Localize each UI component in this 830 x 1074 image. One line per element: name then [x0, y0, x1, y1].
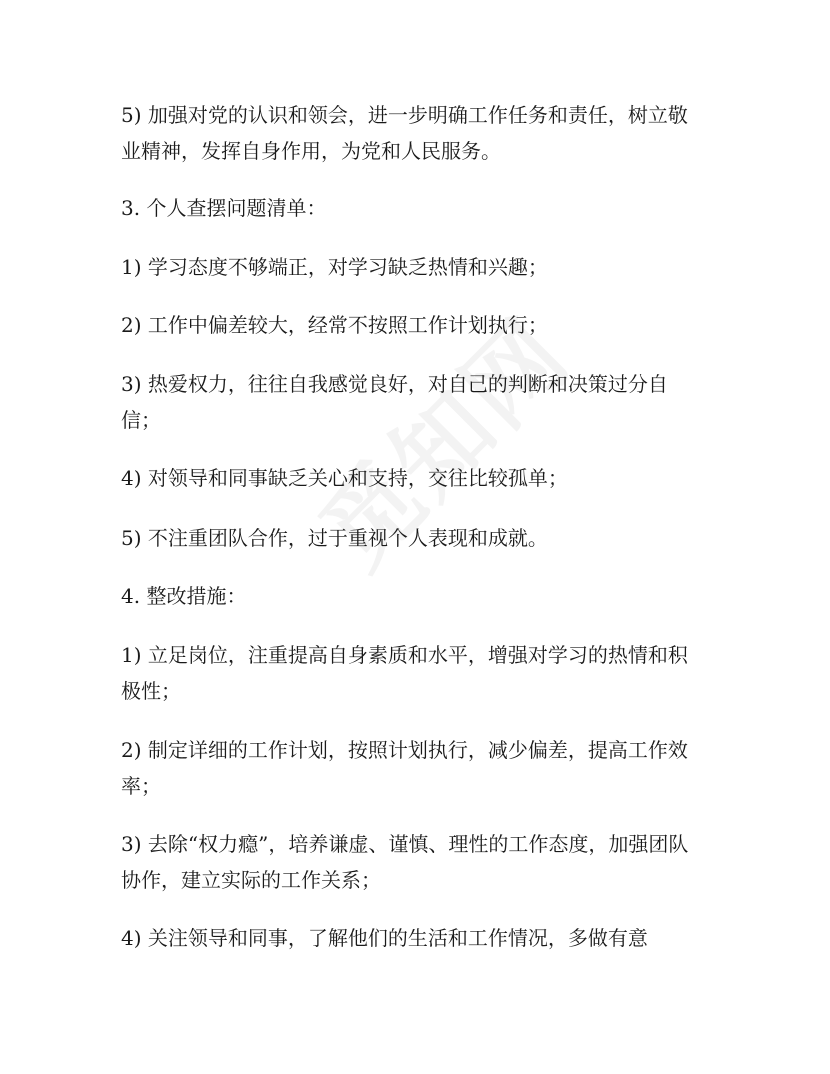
section-heading-rectification-measures: 4. 整改措施： — [121, 584, 247, 608]
problem-item-2: 2) 工作中偏差较大，经常不按照工作计划执行； — [121, 313, 548, 337]
problem-item-5: 5) 不注重团队合作，过于重视个人表现和成就。 — [121, 526, 548, 550]
paragraph-item-5-strengthen-party-understanding: 5) 加强对党的认识和领会，进一步明确工作任务和责任，树立敬业精神，发挥自身作用，为党和人民服务。 — [121, 103, 688, 163]
measure-item-3: 3) 去除“权力瘾”，培养谦虚、谨慎、理性的工作态度，加强团队协作，建立实际的工作关系； — [121, 832, 689, 892]
problem-item-4: 4) 对领导和同事缺乏关心和支持，交往比较孤单； — [121, 466, 568, 490]
measure-item-2: 2) 制定详细的工作计划，按照计划执行，减少偏差，提高工作效率； — [121, 738, 688, 798]
problem-item-3: 3) 热爱权力，往往自我感觉良好，对自己的判断和决策过分自信； — [121, 372, 668, 432]
problem-item-1: 1) 学习态度不够端正，对学习缺乏热情和兴趣； — [121, 255, 548, 279]
measure-item-4: 4) 关注领导和同事，了解他们的生活和工作情况，多做有意 — [121, 926, 648, 950]
section-heading-personal-problems: 3. 个人查摆问题清单： — [121, 196, 327, 220]
measure-item-1: 1) 立足岗位，注重提高自身素质和水平，增强对学习的热情和积极性； — [121, 643, 688, 703]
